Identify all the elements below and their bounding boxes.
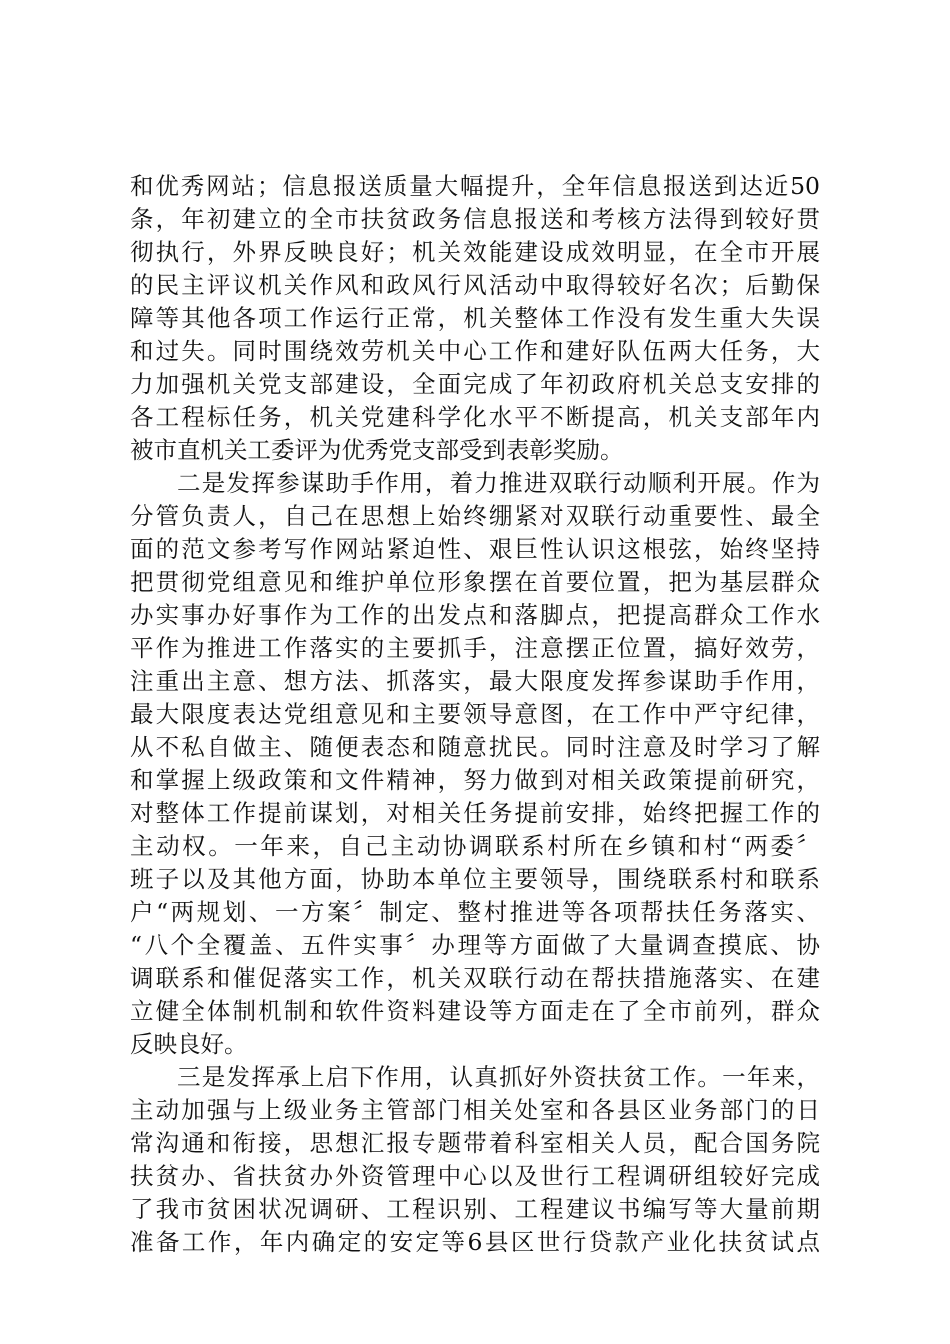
- paragraph: [130, 170, 820, 467]
- text-line: 平作为推进工作落实的主要抓手，注意摆正位置，搞好效劳，: [130, 634, 820, 662]
- text-line: 被市直机关工委评为优秀党支部受到表彰奖励。: [130, 436, 624, 464]
- text-line: 二是发挥参谋助手作用，着力推进双联行动顺利开展。作为: [177, 469, 820, 497]
- text-line: 障等其他各项工作运行正常，机关整体工作没有发生重大失误: [130, 304, 820, 332]
- text-line: 从不私自做主、随便表态和随意扰民。同时注意及时学习了解: [130, 733, 820, 761]
- text-line: 注重出主意、想方法、抓落实，最大限度发挥参谋助手作用，: [130, 667, 820, 695]
- body-text: [130, 170, 820, 1259]
- text-line: 最大限度表达党组意见和主要领导意图，在工作中严守纪律，: [130, 700, 820, 728]
- text-line: 扶贫办、省扶贫办外资管理中心以及世行工程调研组较好完成: [130, 1162, 820, 1190]
- text-line: 办实事办好事作为工作的出发点和落脚点，把提高群众工作水: [130, 601, 820, 629]
- text-line: 主动权。一年来，自己主动协调联系村所在乡镇和村“两委〞: [130, 832, 820, 860]
- text-line: 了我市贫困状况调研、工程识别、工程建议书编写等大量前期: [130, 1195, 820, 1223]
- text-line: 把贯彻党组意见和维护单位形象摆在首要位置，把为基层群众: [130, 568, 820, 596]
- text-line: 立健全体制机制和软件资料建设等方面走在了全市前列，群众: [130, 997, 820, 1025]
- text-line: “八个全覆盖、五件实事〞办理等方面做了大量调查摸底、协: [130, 931, 820, 959]
- paragraph: [130, 1061, 820, 1259]
- text-line: 班子以及其他方面，协助本单位主要领导，围绕联系村和联系: [130, 865, 820, 893]
- text-line: 调联系和催促落实工作，机关双联行动在帮扶措施落实、在建: [130, 964, 820, 992]
- text-line: 对整体工作提前谋划，对相关任务提前安排，始终把握工作的: [130, 799, 820, 827]
- text-line: 条，年初建立的全市扶贫政务信息报送和考核方法得到较好贯: [130, 205, 820, 233]
- text-line: 常沟通和衔接，思想汇报专题带着科室相关人员，配合国务院: [130, 1129, 820, 1157]
- text-line: 主动加强与上级业务主管部门相关处室和各县区业务部门的日: [130, 1096, 820, 1124]
- text-line: 各工程标任务，机关党建科学化水平不断提高，机关支部年内: [130, 403, 820, 431]
- text-line: 彻执行，外界反映良好；机关效能建设成效明显，在全市开展: [130, 238, 820, 266]
- text-line: 和优秀网站；信息报送质量大幅提升，全年信息报送到达近50: [130, 172, 820, 200]
- paragraph: [130, 467, 820, 1061]
- text-line: 分管负责人，自己在思想上始终绷紧对双联行动重要性、最全: [130, 502, 820, 530]
- text-line: 的民主评议机关作风和政风行风活动中取得较好名次；后勤保: [130, 271, 820, 299]
- text-line: 和过失。同时围绕效劳机关中心工作和建好队伍两大任务，大: [130, 337, 820, 365]
- text-line: 和掌握上级政策和文件精神，努力做到对相关政策提前研究，: [130, 766, 820, 794]
- text-line: 户“两规划、一方案〞制定、整村推进等各项帮扶任务落实、: [130, 898, 820, 926]
- text-line: 反映良好。: [130, 1030, 248, 1058]
- text-line: 力加强机关党支部建设，全面完成了年初政府机关总支安排的: [130, 370, 820, 398]
- text-line: 面的范文参考写作网站紧迫性、艰巨性认识这根弦，始终坚持: [130, 535, 820, 563]
- text-line: 准备工作，年内确定的安定等6县区世行贷款产业化扶贫试点: [130, 1228, 820, 1256]
- text-line: 三是发挥承上启下作用，认真抓好外资扶贫工作。一年来，: [177, 1063, 820, 1091]
